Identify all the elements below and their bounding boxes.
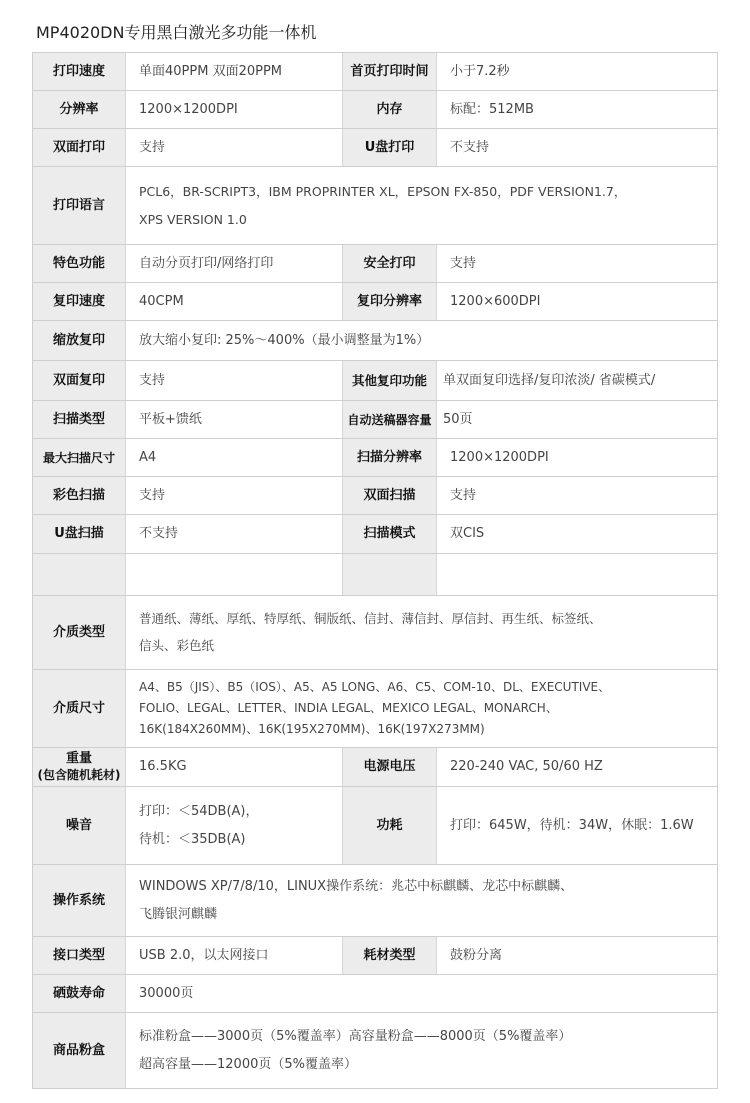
spec-label: 缩放复印 — [33, 321, 126, 360]
spec-row — [33, 937, 717, 975]
spec-value: 支持 — [126, 129, 342, 166]
spec-label: 介质类型 — [33, 596, 126, 669]
spec-value-line: PCL6，BR-SCRIPT3，IBM PROPRINTER XL，EPSON FX-850，PDF VERSION1.7， — [139, 183, 627, 199]
spec-row — [33, 596, 717, 670]
spec-label: 首页打印时间 — [342, 53, 437, 90]
spec-row — [33, 865, 717, 937]
spec-label: 内存 — [342, 91, 437, 128]
spec-value-line: 普通纸、薄纸、厚纸、特厚纸、铜版纸、信封、薄信封、厚信封、再生纸、标签纸、 — [139, 611, 602, 626]
spec-value: 220-240 VAC, 50/60 HZ — [437, 748, 717, 786]
spec-label: U盘扫描 — [33, 515, 126, 553]
spec-label: 自动送稿器容量 — [342, 401, 437, 438]
spec-value-line: 待机：＜35DB(A) — [139, 831, 246, 847]
spec-value-line: XPS VERSION 1.0 — [139, 211, 247, 227]
spec-label: 复印分辨率 — [342, 283, 437, 320]
spec-row — [33, 975, 717, 1013]
spec-row — [33, 1013, 717, 1089]
spec-value: 双CIS — [437, 515, 717, 553]
spec-value — [126, 554, 342, 595]
spec-value: 1200×1200DPI — [437, 439, 717, 476]
spec-row — [33, 515, 717, 554]
spec-value-line: 16K(184X260MM)、16K(195X270MM)、16K(197X273MM) — [139, 722, 485, 736]
spec-label: 双面复印 — [33, 361, 126, 400]
spec-value-line: 信头、彩色纸 — [139, 638, 215, 653]
spec-row-empty — [33, 554, 717, 596]
spec-label-line: (包含随机耗材) — [37, 768, 121, 782]
spec-label: 双面扫描 — [342, 477, 437, 514]
spec-value — [126, 865, 717, 936]
spec-label: 安全打印 — [342, 245, 437, 282]
spec-label: 双面打印 — [33, 129, 126, 166]
spec-label: 耗材类型 — [342, 937, 437, 974]
spec-row — [33, 53, 717, 91]
spec-value: 不支持 — [126, 515, 342, 553]
spec-label: 分辨率 — [33, 91, 126, 128]
spec-row — [33, 670, 717, 748]
spec-label: 彩色扫描 — [33, 477, 126, 514]
spec-label: 打印语言 — [33, 167, 126, 244]
spec-value: 标配：512MB — [437, 91, 717, 128]
spec-value-line: 标准粉盒——3000页（5%覆盖率）高容量粉盒——8000页（5%覆盖率） — [139, 1028, 572, 1044]
spec-value: 支持 — [126, 477, 342, 514]
spec-value-line: 超高容量——12000页（5%覆盖率） — [139, 1056, 357, 1072]
spec-value: USB 2.0，以太网接口 — [126, 937, 342, 974]
spec-value: 自动分页打印/网络打印 — [126, 245, 342, 282]
spec-value: 1200×1200DPI — [126, 91, 342, 128]
spec-value: 小于7.2秒 — [437, 53, 717, 90]
spec-value — [126, 670, 717, 747]
spec-value: 支持 — [437, 477, 717, 514]
spec-row — [33, 401, 717, 439]
spec-label: 电源电压 — [342, 748, 437, 786]
page-title: MP4020DN专用黑白激光多功能一体机 — [36, 23, 317, 42]
spec-value-line: A4、B5（JIS）、B5（IOS）、A5、A5 LONG、A6、C5、COM-10、DL、EXECUTIVE、 — [139, 680, 611, 694]
spec-label: 硒鼓寿命 — [33, 975, 126, 1012]
spec-value: 打印：645W，待机：34W，休眠：1.6W — [437, 787, 717, 864]
spec-value: 40CPM — [126, 283, 342, 320]
spec-value-line: WINDOWS XP/7/8/10，LINUX操作系统：兆芯中标麒麟、龙芯中标麒麟、 — [139, 878, 574, 894]
spec-row — [33, 787, 717, 865]
spec-value: 放大缩小复印: 25%～400%（最小调整量为1%） — [126, 321, 717, 360]
spec-value: 50页 — [437, 401, 717, 438]
spec-label-stack — [38, 751, 121, 783]
spec-value-line: 飞腾银河麒麟 — [139, 906, 218, 922]
spec-label: 商品粉盒 — [33, 1013, 126, 1088]
spec-row — [33, 91, 717, 129]
spec-value: 16.5KG — [126, 748, 342, 786]
spec-row — [33, 129, 717, 167]
spec-label: 特色功能 — [33, 245, 126, 282]
spec-value-line: 打印：＜54DB(A)， — [139, 803, 259, 819]
spec-value — [126, 787, 342, 864]
spec-value — [126, 167, 717, 244]
spec-label: 噪音 — [33, 787, 126, 864]
spec-value: 单双面复印选择/复印浓淡/ 省碳模式/ — [437, 361, 717, 400]
spec-row — [33, 477, 717, 515]
spec-label: 操作系统 — [33, 865, 126, 936]
spec-row — [33, 361, 717, 401]
spec-label — [33, 554, 126, 595]
spec-row — [33, 245, 717, 283]
spec-row — [33, 321, 717, 361]
spec-value — [437, 554, 717, 595]
spec-value — [126, 596, 717, 669]
spec-value: A4 — [126, 439, 342, 476]
spec-row — [33, 167, 717, 245]
spec-row — [33, 283, 717, 321]
spec-value: 支持 — [437, 245, 717, 282]
spec-label: 最大扫描尺寸 — [33, 439, 126, 476]
spec-row — [33, 748, 717, 787]
spec-value: 30000页 — [126, 975, 717, 1012]
spec-label: 扫描类型 — [33, 401, 126, 438]
spec-label: 复印速度 — [33, 283, 126, 320]
spec-label: U盘打印 — [342, 129, 437, 166]
spec-label-line: 重量 — [65, 751, 92, 766]
spec-value: 不支持 — [437, 129, 717, 166]
spec-value: 平板+馈纸 — [126, 401, 342, 438]
spec-label — [33, 748, 126, 786]
spec-row — [33, 439, 717, 477]
spec-value: 1200×600DPI — [437, 283, 717, 320]
spec-label: 接口类型 — [33, 937, 126, 974]
spec-value: 单面40PPM 双面20PPM — [126, 53, 342, 90]
spec-label: 介质尺寸 — [33, 670, 126, 747]
spec-label — [342, 554, 437, 595]
spec-value: 鼓粉分离 — [437, 937, 717, 974]
spec-label: 扫描模式 — [342, 515, 437, 553]
spec-value-line: FOLIO、LEGAL、LETTER、INDIA LEGAL、MEXICO LEGAL、MONARCH、 — [139, 701, 558, 715]
spec-label: 扫描分辨率 — [342, 439, 437, 476]
spec-value: 支持 — [126, 361, 342, 400]
spec-value — [126, 1013, 717, 1088]
spec-label: 功耗 — [342, 787, 437, 864]
spec-table — [32, 52, 718, 1089]
spec-label: 打印速度 — [33, 53, 126, 90]
spec-label: 其他复印功能 — [342, 361, 437, 400]
